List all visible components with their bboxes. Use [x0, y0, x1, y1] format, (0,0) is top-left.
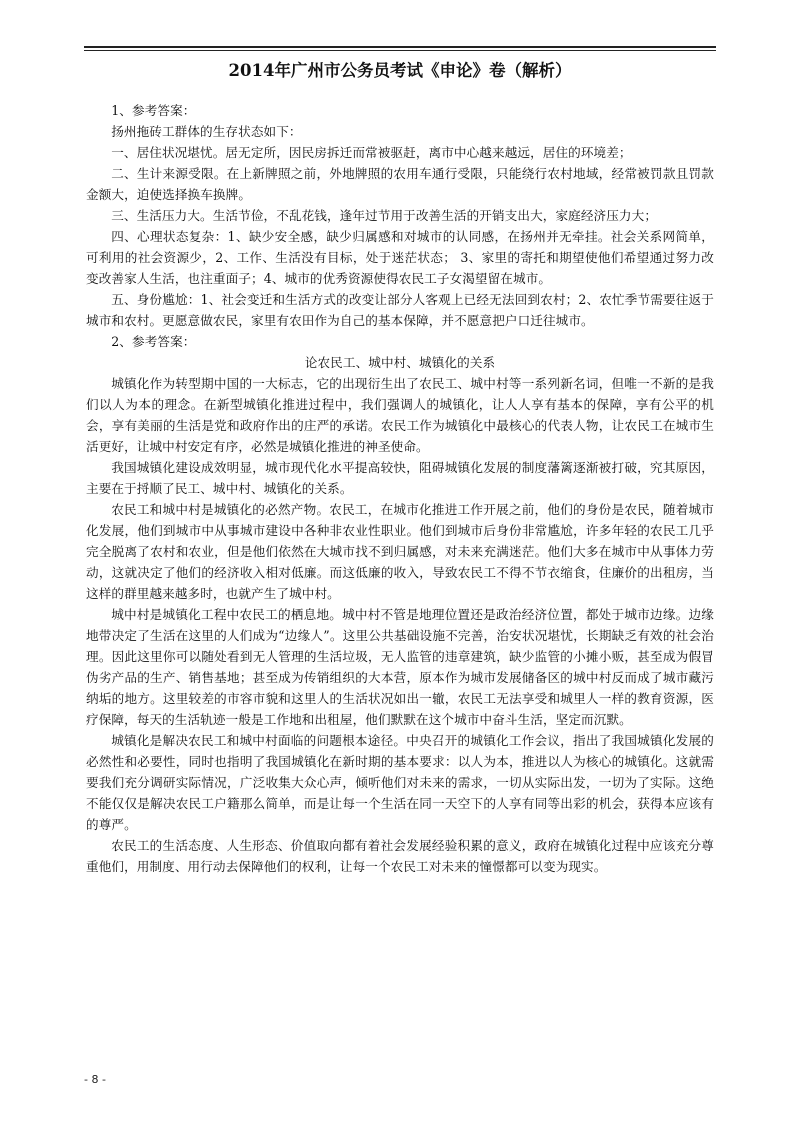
essay-paragraph: 城中村是城镇化工程中农民工的栖息地。城中村不管是地理位置还是政治经济位置，都处于城市边缘。边缘地带决定了生活在这里的人们成为“边缘人”。这里公共基础设施不完善，治安状况堪忧，长期缺乏有效的社会治理。因此这里你可以随处看到无人管理的生活垃圾，无人监管的违章建筑，缺少监管的小摊小贩，甚至成为假冒伪劣产品的生产、销售基地；甚至成为传销组织的大本营，原本作为城市发展储备区的城中村反而成了城市藏污纳垢的地方。这里较差的市容市貌和这里人的生活状况如出一辙，农民工无法享受和城里人一样的教育资源，医疗保障，每天的生活轨迹一般是工作地和出租屋，他们默默在这个城市中奋斗生活，坚定而沉默。: [86, 607, 714, 727]
document-body: [86, 100, 714, 877]
answer-1-point-4: 四、心理状态复杂：1、缺少安全感，缺少归属感和对城市的认同感，在扬州并无牵挂。社会关系网简单，可利用的社会资源少，2、工作、生活没有目标，处于迷茫状态； 3、家里的寄托和期望使他们希望通过努力改变改善家人生活，也注重面子；4、城市的优秀资源使得农民工子女渴望留在城市。: [86, 229, 714, 286]
essay-paragraph: 农民工的生活态度、人生形态、价值取向都有着社会发展经验积累的意义，政府在城镇化过程中应该充分尊重他们，用制度、用行动去保障他们的权利，让每一个农民工对未来的憧憬都可以变为现实。: [86, 838, 714, 874]
answer-2-label: 2、参考答案：: [111, 334, 196, 349]
page-number: - 8 -: [84, 1073, 106, 1086]
header-rule-thick: [84, 46, 716, 48]
answer-1-label: 1、参考答案：: [111, 103, 196, 118]
answer-1-intro: 扬州拖砖工群体的生存状态如下：: [111, 124, 302, 139]
essay-paragraph: 城镇化是解决农民工和城中村面临的问题根本途径。中央召开的城镇化工作会议，指出了我国城镇化发展的必然性和必要性，同时也指明了我国城镇化在新时期的基本要求：以人为本，推进以人为核心的城镇化。这就需要我们充分调研实际情况，广泛收集大众心声，倾听他们对未来的需求，一切从实际出发，一切为了实际。这绝不能仅仅是解决农民工户籍那么简单，而是让每一个生活在同一天空下的人享有同等出彩的机会，获得本应该有的尊严。: [86, 733, 714, 832]
answer-1-point-3: 三、生活压力大。生活节俭，不乱花钱，逢年过节用于改善生活的开销支出大，家庭经济压力大；: [111, 208, 658, 223]
answer-1-point-1: 一、居住状况堪忧。居无定所，因民房拆迁而常被驱赶，离市中心越来越远，居住的环境差；: [111, 145, 632, 160]
essay-title: 论农民工、城中村、城镇化的关系: [304, 355, 496, 370]
answer-1-point-2: 二、生计来源受限。在上新牌照之前，外地牌照的农用车通行受限，只能绕行农村地域，经常被罚款且罚款金额大，迫使选择换车换牌。: [86, 166, 714, 202]
page-title: 2014年广州市公务员考试《申论》卷（解析）: [228, 61, 572, 80]
essay-paragraph: 农民工和城中村是城镇化的必然产物。农民工，在城市化推进工作开展之前，他们的身份是农民，随着城市化发展，他们到城市中从事城市建设中各种非农业性职业。他们到城市后身份非常尴尬，许多年轻的农民工几乎完全脱离了农村和农业，但是他们依然在大城市找不到归属感，对未来充满迷茫。他们大多在城市中从事体力劳动，这就决定了他们的经济收入相对低廉。而这低廉的收入，导致农民工不得不节衣缩食，住廉价的出租房，当这样的群里越来越多时，也就产生了城中村。: [86, 502, 714, 601]
answer-1-point-5: 五、身份尴尬：1、社会变迁和生活方式的改变让部分人客观上已经无法回到农村；2、农忙季节需要往返于城市和农村。更愿意做农民，家里有农田作为自己的基本保障，并不愿意把户口迁往城市。: [86, 292, 714, 328]
essay-paragraph: 城镇化作为转型期中国的一大标志，它的出现衍生出了农民工、城中村等一系列新名词，但唯一不新的是我们以人为本的理念。在新型城镇化推进过程中，我们强调人的城镇化，让人人享有基本的保障，享有公平的机会，享有美丽的生活是党和政府作出的庄严的承诺。农民工作为城镇化中最核心的代表人物，让农民工在城市生活更好，让城中村安定有序，必然是城镇化推进的神圣使命。: [86, 376, 714, 454]
essay-paragraph: 我国城镇化建设成效明显，城市现代化水平提高较快，阻碍城镇化发展的制度藩篱逐渐被打破，究其原因，主要在于捋顺了民工、城中村、城镇化的关系。: [86, 460, 714, 496]
header-rule-thin: [84, 50, 716, 51]
